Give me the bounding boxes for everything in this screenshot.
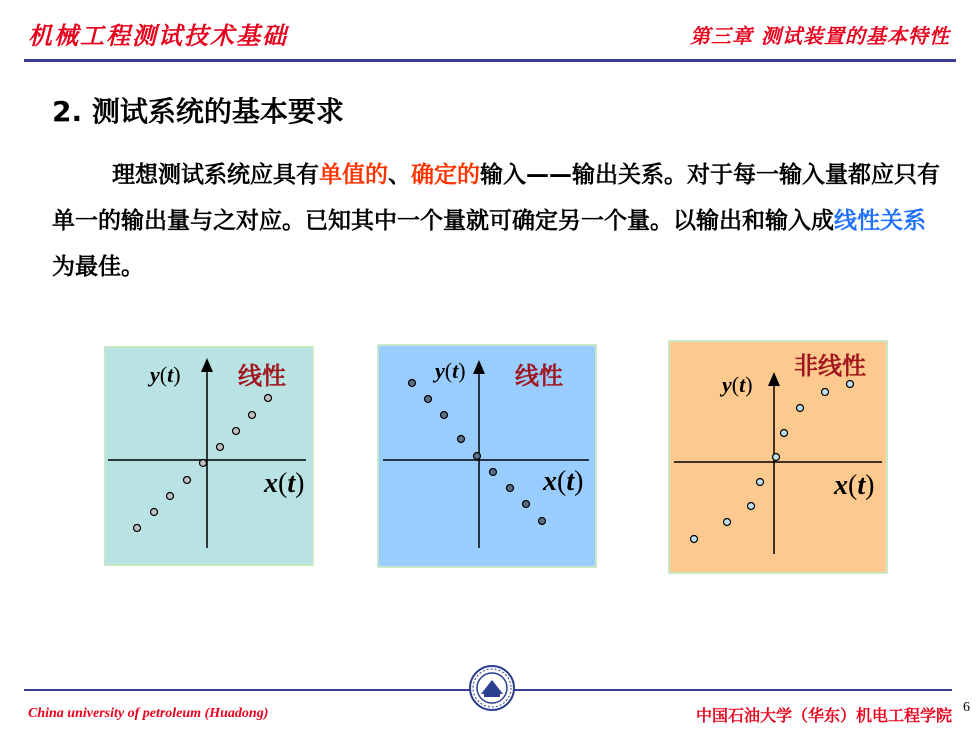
data-point xyxy=(134,525,141,532)
body-paragraph xyxy=(52,152,942,290)
y-axis-label: y(t) xyxy=(435,358,466,383)
data-point xyxy=(167,493,174,500)
data-point xyxy=(425,396,432,403)
data-point xyxy=(797,405,804,412)
data-point xyxy=(847,381,854,388)
paragraph-text-4: 为最佳。 xyxy=(52,254,144,280)
plot-label: 线性 xyxy=(238,362,286,390)
plot-label: 线性 xyxy=(515,362,563,390)
plot-axes-svg xyxy=(379,346,599,570)
university-name-en: China university of petroleum (Huadong) xyxy=(28,706,269,721)
data-point xyxy=(773,454,780,461)
data-point xyxy=(757,479,764,486)
x-axis-label: x(t) xyxy=(543,466,584,497)
x-axis-label: x(t) xyxy=(834,470,875,501)
data-point xyxy=(217,444,224,451)
data-point xyxy=(184,477,191,484)
y-axis-arrow-icon xyxy=(473,360,485,374)
data-point xyxy=(724,519,731,526)
plot-linear-decreasing xyxy=(377,344,597,568)
data-point xyxy=(691,536,698,543)
highlight-linear-relation: 线性关系 xyxy=(834,208,926,234)
section-title: 2. 测试系统的基本要求 xyxy=(52,95,344,128)
header-divider xyxy=(24,59,956,62)
data-point xyxy=(151,509,158,516)
university-seal-icon xyxy=(469,665,515,711)
data-point xyxy=(748,503,755,510)
data-point xyxy=(200,460,207,467)
data-point xyxy=(507,485,514,492)
data-point xyxy=(523,501,530,508)
data-point xyxy=(233,428,240,435)
y-axis-arrow-icon xyxy=(768,372,780,386)
data-point xyxy=(781,430,788,437)
page-number: 6 xyxy=(963,700,970,715)
plot-linear-increasing xyxy=(104,346,314,566)
data-point xyxy=(265,395,272,402)
course-title: 机械工程测试技术基础 xyxy=(28,21,288,50)
highlight-deterministic: 确定的 xyxy=(411,162,480,188)
paragraph-text-1: 理想测试系统应具有 xyxy=(112,162,319,188)
highlight-single-valued: 单值的 xyxy=(319,162,388,188)
data-point xyxy=(474,453,481,460)
data-point xyxy=(822,389,829,396)
data-point xyxy=(490,469,497,476)
institute-name-cn: 中国石油大学（华东）机电工程学院 xyxy=(695,706,952,725)
y-axis-arrow-icon xyxy=(201,358,213,372)
data-point xyxy=(539,518,546,525)
data-point xyxy=(441,412,448,419)
y-axis-label: y(t) xyxy=(722,372,753,397)
x-axis-label: x(t) xyxy=(264,468,305,499)
paragraph-text-2: 、 xyxy=(388,162,411,188)
y-axis-label: y(t) xyxy=(150,362,181,387)
plot-nonlinear xyxy=(668,340,888,574)
paragraph-text-3: 输入——输出关系。对于每一输入量都应只有单一的输出量与之对应。已知其中一个量就可确定另一个量。以输出和输入成 xyxy=(52,162,940,234)
data-point xyxy=(249,412,256,419)
data-point xyxy=(409,380,416,387)
plot-label: 非线性 xyxy=(794,352,866,380)
data-point xyxy=(458,436,465,443)
chapter-title: 第三章 测试装置的基本特性 xyxy=(690,24,950,48)
